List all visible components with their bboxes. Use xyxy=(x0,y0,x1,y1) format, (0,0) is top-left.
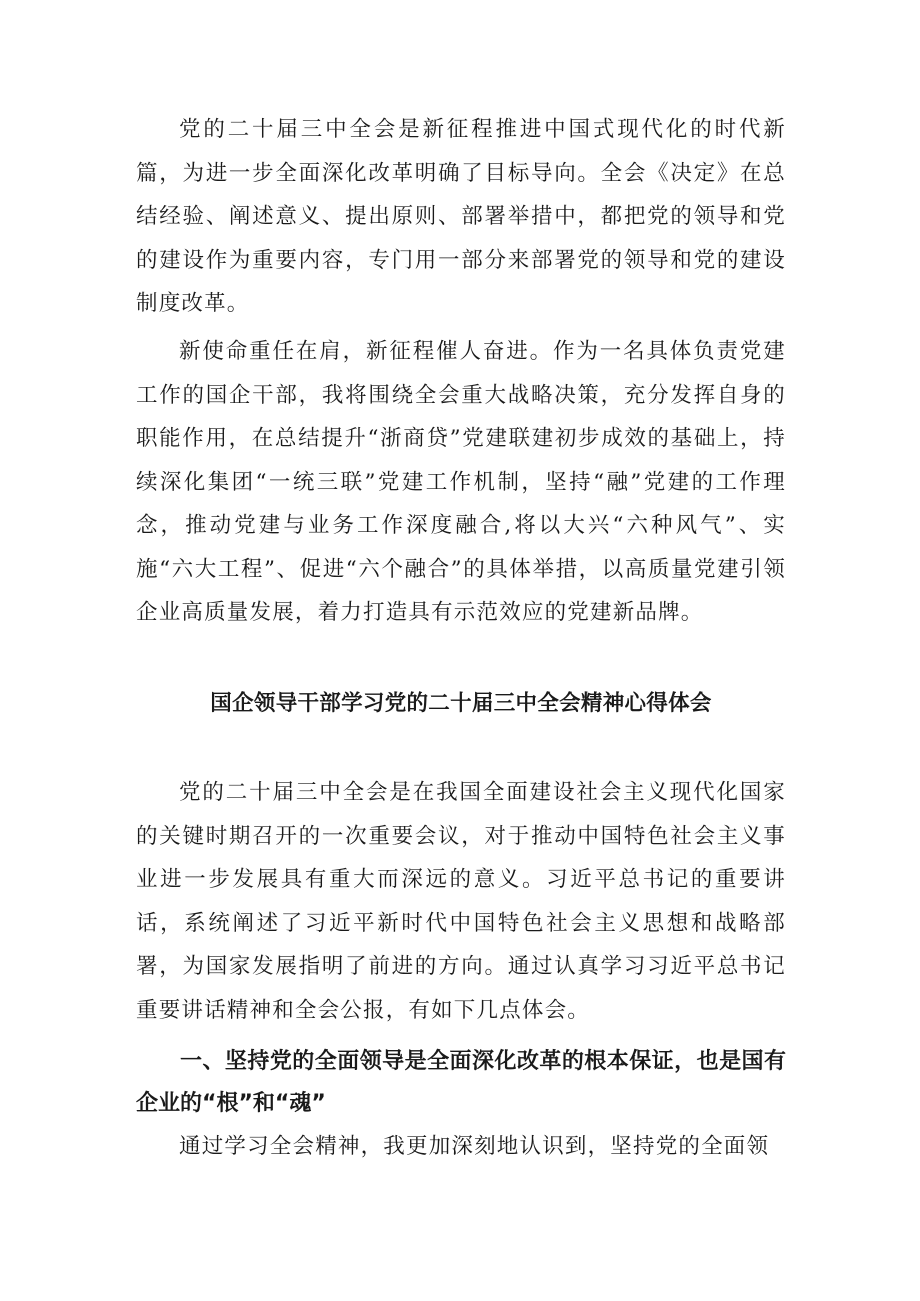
paragraph-last: 通过学习全会精神，我更加深刻地认识到，坚持党的全面领 xyxy=(179,1134,770,1159)
section-heading: 一、坚持党的全面领导是全面深化改革的根本保证，也是国有企业的“根”和“魂” xyxy=(136,1049,786,1116)
paragraph-intro: 党的二十届三中全会是新征程推进中国式现代化的时代新篇，为进一步全面深化改革明确了目标导向。全会《决定》在总结经验、阐述意义、提出原则、部署举措中，都把党的领导和党的建设作为重要内容，专门用一部分来部署党的领导和党的建设制度改革。 xyxy=(136,117,786,316)
paragraph-body: 党的二十届三中全会是在我国全面建设社会主义现代化国家的关键时期召开的一次重要会议，对于推动中国特色社会主义事业进一步发展具有重大而深远的意义。习近平总书记的重要讲话，系统阐述了习近平新时代中国特色社会主义思想和战略部署，为国家发展指明了前进的方向。通过认真学习习近平总书记重要讲话精神和全会公报，有如下几点体会。 xyxy=(136,780,786,1023)
article-title: 国企领导干部学习党的二十届三中全会精神心得体会 xyxy=(210,691,712,716)
paragraph-mission: 新使命重任在肩，新征程催人奋进。作为一名具体负责党建工作的国企干部，我将围绕全会重大战略决策，充分发挥自身的职能作用，在总结提升“浙商贷”党建联建初步成效的基础上，持续深化集团“一统三联”党建工作机制，坚持“融”党建的工作理念，推动党建与业务工作深度融合,将以大兴“六种风气”、实施“六大工程”、促进“六个融合”的具体举措，以高质量党建引领企业高质量发展，着力打造具有示范效应的党建新品牌。 xyxy=(136,339,786,625)
